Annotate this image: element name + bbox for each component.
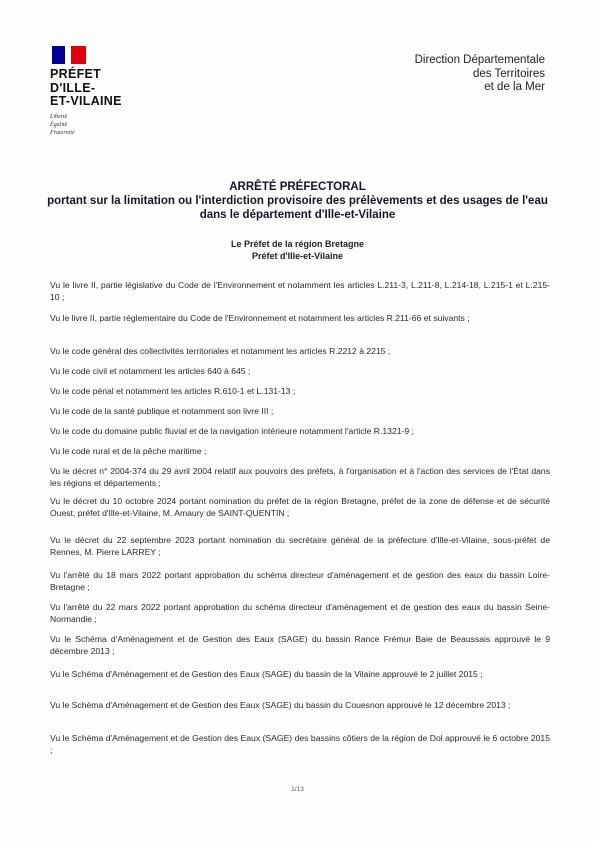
vu-lead: Vu — [50, 570, 61, 580]
vu-item — [50, 313, 550, 325]
direction-line: Direction Départementale — [414, 54, 545, 66]
vu-text: le code du domaine public fluvial et de la navigation intérieure notamment l'article R.1321-9 ; — [60, 426, 414, 436]
vu-text: le livre II, partie réglementaire du Code de l'Environnement et notamment les articles R.211-66 et suivants ; — [60, 313, 470, 323]
vu-item — [50, 570, 550, 593]
prefecture-logo — [50, 46, 122, 137]
logo-line: PRÉFET — [50, 67, 102, 81]
vu-lead: Vu — [50, 466, 61, 476]
vu-item — [50, 280, 550, 303]
vu-lead: Vu — [50, 426, 61, 436]
motto-line: Liberté — [50, 113, 68, 120]
vu-text: le code pénal et notamment les articles R.610-1 et L.131-13 ; — [60, 386, 296, 396]
vu-item — [50, 602, 550, 625]
motto-line: Fraternité — [50, 129, 75, 136]
vu-item — [50, 669, 550, 681]
vu-lead: Vu — [50, 346, 61, 356]
direction-line: et de la Mer — [484, 81, 545, 93]
logo-line: D'ILLE- — [50, 80, 96, 95]
vu-text: le code général des collectivités territoriales et notamment les articles R.2212 à 2215 ; — [60, 346, 391, 356]
vu-item — [50, 700, 550, 712]
vu-text: le livre II, partie législative du Code de l'Environnement et notamment les articles L.211-3, L.211-8, L.214-18, L.215-1 et L.215-10 ; — [50, 280, 550, 302]
prefecture-name — [50, 68, 122, 109]
vu-item — [50, 733, 550, 756]
vu-text: le Schéma d'Aménagement et de Gestion des Eaux (SAGE) du bassin de la Vilaine approuvé le 2 juillet 2015 ; — [60, 669, 483, 679]
vu-text: l'arrêté du 22 mars 2022 portant approbation du schéma directeur d'aménagement et de gestion des eaux du bassin Seine-Normandie ; — [50, 602, 550, 624]
vu-lead: Vu — [50, 733, 61, 743]
vu-lead: Vu — [50, 634, 61, 644]
vu-item — [50, 386, 550, 398]
vu-lead: Vu — [50, 669, 61, 679]
prefect-line: Préfet d'Ille-et-Vilaine — [251, 251, 343, 261]
vu-text: le Schéma d'Aménagement et de Gestion des Eaux (SAGE) des bassins côtiers de la région de Dol approuvé le 6 octobre 2015 ; — [50, 733, 550, 755]
vu-item — [50, 346, 550, 358]
vu-item — [50, 535, 550, 558]
vu-item — [50, 634, 550, 657]
vu-text: l'arrêté du 18 mars 2022 portant approbation du schéma directeur d'aménagement et de gestion des eaux du bassin Loire-Bretagne ; — [50, 570, 550, 592]
vu-text: le décret du 22 septembre 2023 portant nomination du secrétaire général de la préfecture d'Ille-et-Vilaine, sous-préfet de Rennes, M. Pierre LARREY ; — [50, 535, 550, 557]
title-subject: portant sur la limitation ou l'interdiction provisoire des prélèvements et des usages de l'eau dans le département d'Ille-et-Vilaine — [47, 195, 548, 221]
vu-item — [50, 366, 550, 378]
vu-lead: Vu — [50, 280, 61, 290]
logo-line: ET-VILAINE — [50, 94, 122, 108]
vu-text: le code rural et de la pêche maritime ; — [60, 446, 207, 456]
vu-text: le décret du 10 octobre 2024 portant nomination du préfet de la région Bretagne, préfet de la zone de défense et de sécurité Ouest, préfet d'Ille-et-Vilaine, M. Amaury de SAINT-QUENTIN ; — [50, 496, 550, 518]
vu-lead: Vu — [50, 496, 61, 506]
vu-lead: Vu — [50, 446, 61, 456]
vu-item — [50, 446, 550, 458]
vu-lead: Vu — [50, 700, 61, 710]
document-title — [40, 180, 555, 222]
vu-lead: Vu — [50, 602, 61, 612]
issuing-direction — [415, 54, 545, 95]
vu-lead: Vu — [50, 406, 61, 416]
vu-lead: Vu — [50, 386, 61, 396]
vu-item — [50, 496, 550, 519]
vu-item — [50, 426, 550, 438]
page-number: 1/13 — [291, 786, 304, 793]
vu-item — [50, 466, 550, 489]
motto-line: Égalité — [50, 121, 68, 128]
vu-text: le décret n° 2004-374 du 29 avril 2004 relatif aux pouvoirs des préfets, à l'organisation et à l'action des services de l'État dans les régions et départements ; — [50, 466, 550, 488]
vu-text: le Schéma d'Aménagement et de Gestion des Eaux (SAGE) du bassin Rance Frémur Baie de Beaussais approuvé le 9 décembre 2013 ; — [50, 634, 550, 656]
vu-item — [50, 406, 550, 418]
vu-lead: Vu — [50, 313, 61, 323]
vu-lead: Vu — [50, 366, 61, 376]
direction-line: des Territoires — [472, 67, 545, 80]
prefect-line: Le Préfet de la région Bretagne — [230, 239, 365, 249]
title-main: ARRÊTÉ PRÉFECTORAL — [229, 181, 366, 193]
vu-text: le code de la santé publique et notamment son livre III ; — [60, 406, 274, 416]
vu-lead: Vu — [50, 535, 61, 545]
vu-text: le code civil et notamment les articles 640 à 645 ; — [60, 366, 251, 376]
marianne-flag-icon — [52, 46, 86, 64]
republic-motto — [50, 113, 122, 137]
vu-text: le Schéma d'Aménagement et de Gestion des Eaux (SAGE) du bassin du Couesnon approuvé le 12 décembre 2013 ; — [60, 700, 511, 710]
prefect-heading — [40, 238, 555, 262]
